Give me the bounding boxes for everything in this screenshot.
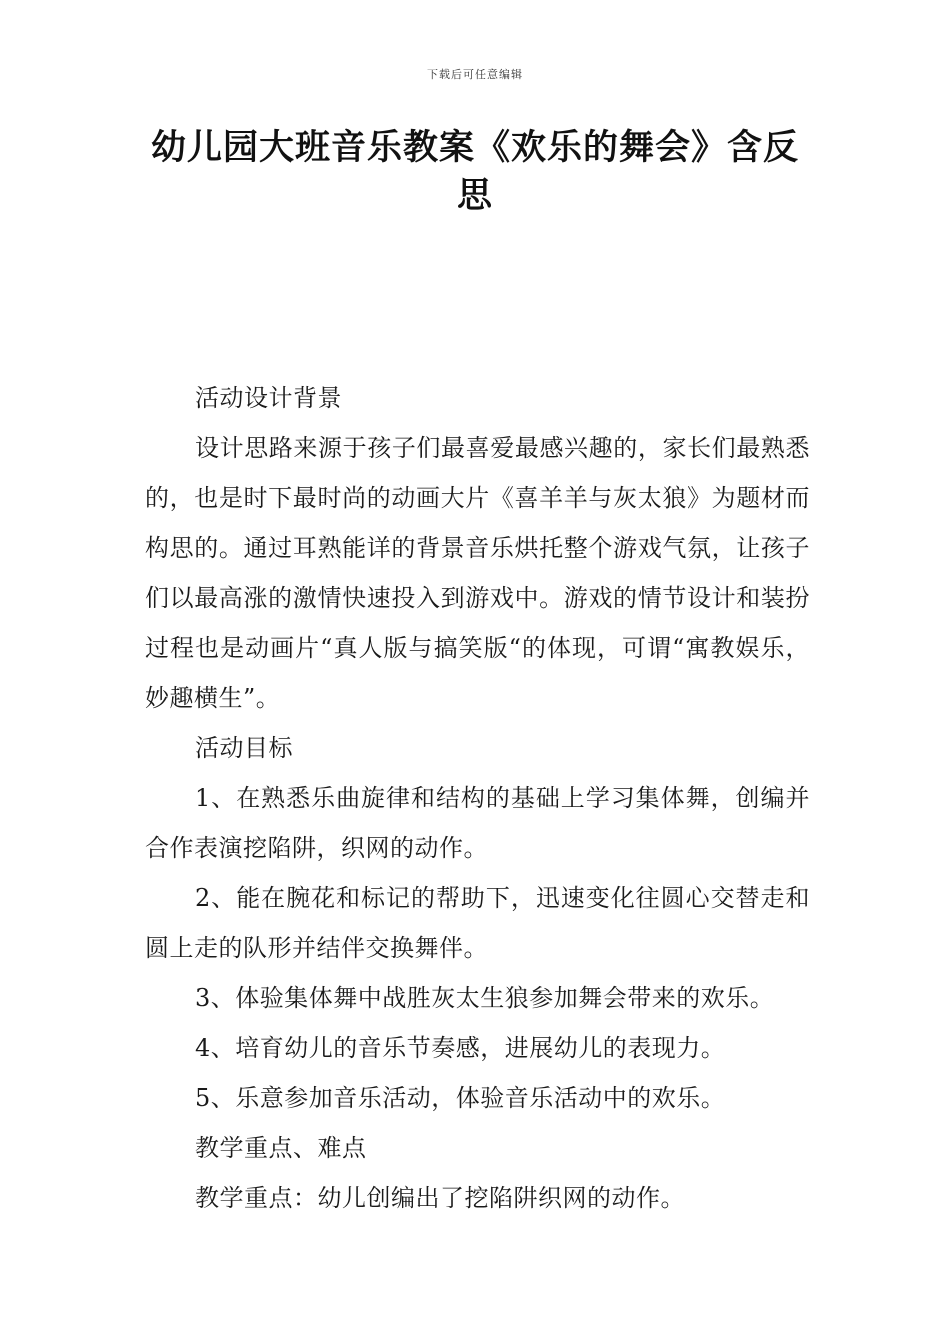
section-heading-background: 活动设计背景: [195, 384, 342, 412]
goal-item-2: 2、能在腕花和标记的帮助下，迅速变化往圆心交替走和圆上走的队形并结伴交换舞伴。: [145, 884, 810, 962]
section-heading-key-points: 教学重点、难点: [195, 1134, 367, 1162]
goal-item-3: 3、体验集体舞中战胜灰太生狼参加舞会带来的欢乐。: [195, 984, 775, 1012]
key-point-paragraph: 教学重点：幼儿创编出了挖陷阱织网的动作。: [195, 1184, 685, 1212]
background-paragraph: 设计思路来源于孩子们最喜爱最感兴趣的，家长们最熟悉的，也是时下最时尚的动画大片《喜羊羊与灰太狼》为题材而构思的。通过耳熟能详的背景音乐烘托整个游戏气氛，让孩子们以最高涨的激情快速投入到游戏中。游戏的情节设计和装扮过程也是动画片“真人版与搞笑版“的体现，可谓“寓教娱乐，妙趣横生”。: [145, 434, 810, 712]
goal-item-4: 4、培育幼儿的音乐节奏感，进展幼儿的表现力。: [195, 1034, 726, 1062]
document-title: 幼儿园大班音乐教案《欢乐的舞会》含反思: [150, 128, 799, 216]
document-body: [145, 373, 810, 1223]
goal-item-1: 1、在熟悉乐曲旋律和结构的基础上学习集体舞，创编并合作表演挖陷阱，织网的动作。: [145, 784, 810, 862]
header-note: 下载后可任意编辑: [427, 68, 523, 81]
goal-item-5: 5、乐意参加音乐活动，体验音乐活动中的欢乐。: [195, 1084, 726, 1112]
section-heading-goals: 活动目标: [195, 734, 293, 762]
